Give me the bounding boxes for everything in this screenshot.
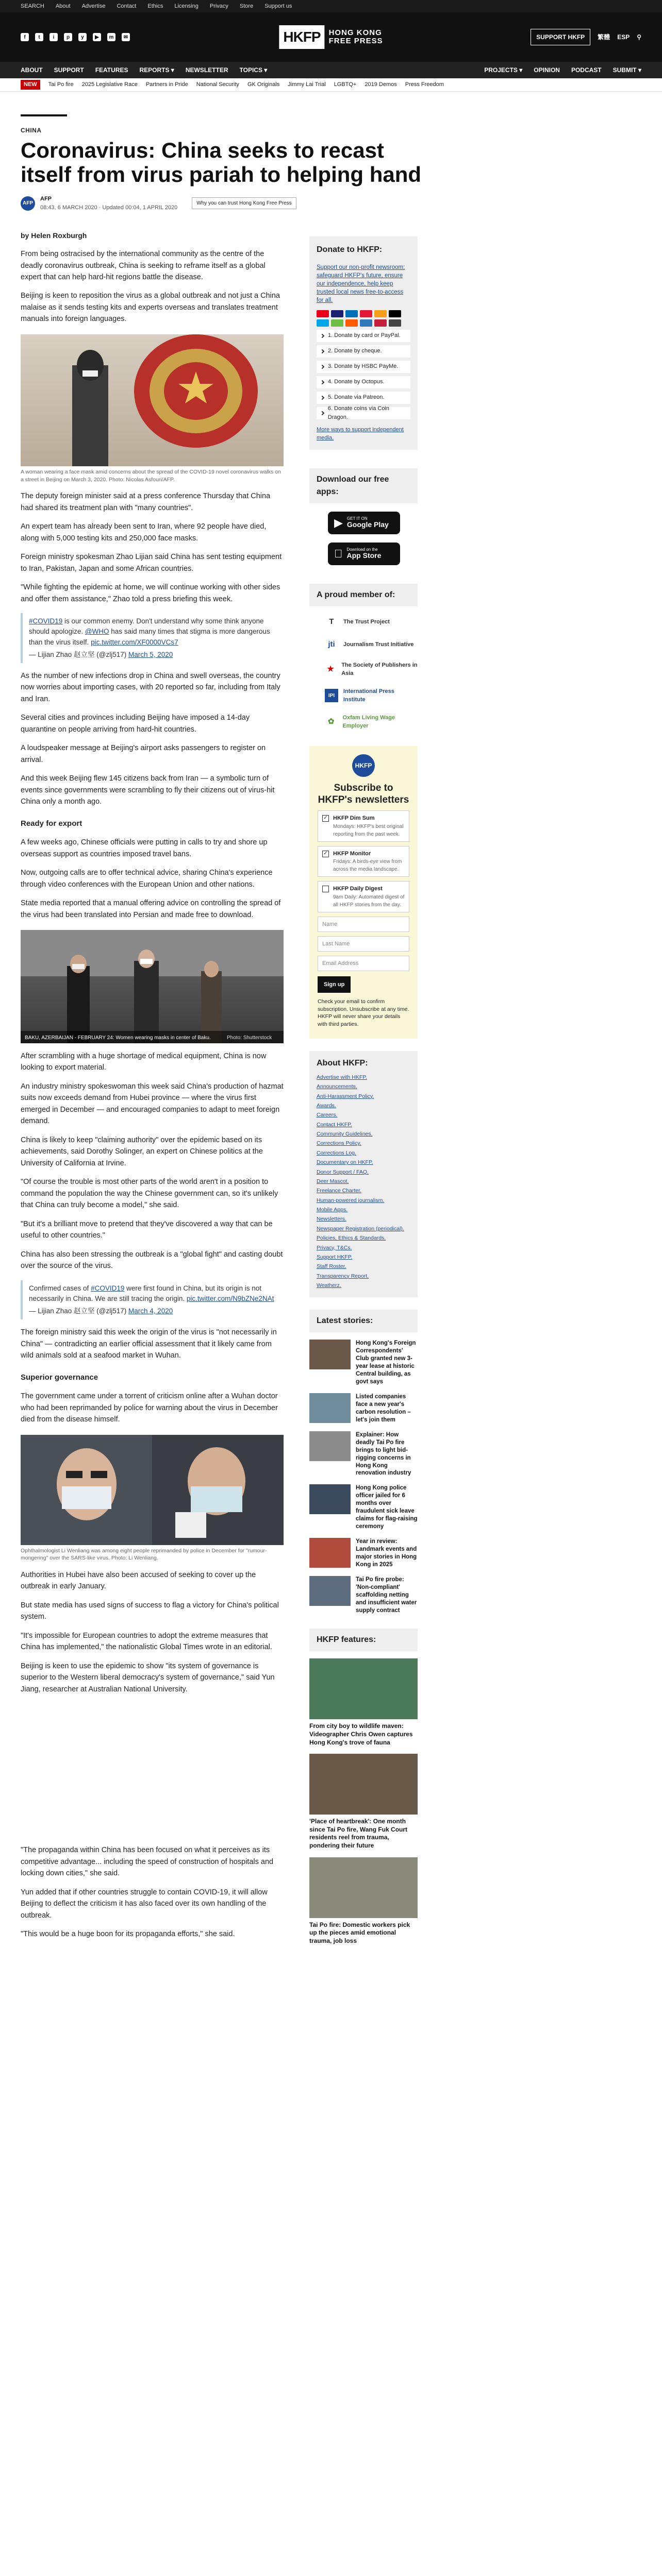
social-links xyxy=(21,33,130,41)
trending-link[interactable]: National Security xyxy=(196,81,239,88)
member-label: Oxfam Living Wage Employer xyxy=(342,714,395,730)
donate-option-octopus[interactable] xyxy=(317,376,410,388)
list-item[interactable] xyxy=(309,1484,418,1531)
paragraph: The foreign ministry said this week the origin of the virus is "not necessarily in China" — contradicting an earlier official assessment that it likely came from wild animals sold at a seafood market in Wuhan. xyxy=(21,1328,277,1360)
payment-logo-icon xyxy=(389,310,401,317)
paragraph: An industry ministry spokeswoman this week said China's production of hazmat suits now exceeds demand from Hubei province — where the virus first emerged in December — and encouraged companies to adapt to meet foreign demand. xyxy=(21,1082,284,1126)
name-field[interactable]: Name xyxy=(318,917,409,932)
feature-headline[interactable]: 'Place of heartbreak': One month since Tai Po fire, Wang Fuk Court residents reel from trauma, pondering their future xyxy=(309,1818,408,1850)
facebook-icon[interactable]: f xyxy=(21,33,29,41)
paragraph: And this week Beijing flew 145 citizens back from Iran — a symbolic turn of events since governments were scrambling to fly their citizens out of virus-hit China only a month ago. xyxy=(21,774,275,806)
feature-image[interactable] xyxy=(309,1658,418,1719)
trending-link[interactable]: Press Freedom xyxy=(405,81,444,88)
page-title: Coronavirus: China seeks to recast itself from virus pariah to helping hand xyxy=(21,138,422,187)
payment-logo-icon xyxy=(389,319,401,327)
badge-small-text: GET IT ON xyxy=(346,516,368,521)
tweet-author-line xyxy=(29,1306,277,1316)
chevron-right-icon xyxy=(320,333,324,337)
more-ways-link[interactable]: More ways to support independent media. xyxy=(317,426,404,442)
paragraph: "While fighting the epidemic at home, we will continue working with other sides and offer them assistance," Zhao told a press briefing this week. xyxy=(21,583,280,603)
payment-logo-icon xyxy=(317,319,329,327)
about-link[interactable]: Newsletters. xyxy=(317,1216,346,1223)
payment-logo-icon xyxy=(345,310,358,317)
paragraph: Yun added that if other countries struggle to contain COVID-19, it will allow Beijing to deflect the criticism it has also faced over its own handling of the outbreak. xyxy=(21,1888,268,1920)
story-thumbnail[interactable] xyxy=(309,1340,351,1369)
nav-submit[interactable]: SUBMIT ▾ xyxy=(613,66,641,74)
trending-link[interactable]: 2025 Legislative Race xyxy=(81,81,138,88)
about-link[interactable]: Careers. xyxy=(317,1112,338,1118)
about-link[interactable]: Donor Support / FAQ. xyxy=(317,1168,369,1175)
paragraph: "It's impossible for European countries to adopt the extreme measures that China has implemented," the nationalistic Global Times wrote in an editorial. xyxy=(21,1631,272,1652)
page-body xyxy=(0,114,662,1944)
photo-overlay-credit: Photo: Shutterstock xyxy=(227,1035,272,1041)
about-title: About HKFP: xyxy=(317,1058,368,1067)
newsletter-name: HKFP Daily Digest xyxy=(333,886,383,892)
member-oxfam[interactable] xyxy=(325,714,418,731)
article-dates: 08:43, 6 MARCH 2020 · Updated 00:04, 1 APRIL 2020 xyxy=(40,204,178,211)
tweet-text: Confirmed cases of xyxy=(29,1284,91,1292)
support-us-link[interactable]: Support us xyxy=(264,3,292,9)
about-link[interactable]: Freelance Charter. xyxy=(317,1188,361,1194)
privacy-link[interactable]: Privacy xyxy=(209,3,228,9)
paragraph: China has also been stressing the outbreak is a "global fight" and casting doubt over the source of the virus. xyxy=(21,1250,283,1270)
newsletter-option-monitor[interactable] xyxy=(318,846,409,877)
member-label: Journalism Trust Initiative xyxy=(343,641,414,648)
youtube-icon[interactable]: y xyxy=(78,33,87,41)
paragraph: State media reported that a manual offering advice on controlling the spread of the virus had been translated into Persian and made free to download. xyxy=(21,899,281,919)
newsletter-option-text xyxy=(333,814,405,838)
about-box xyxy=(309,1051,418,1298)
ad-space xyxy=(21,1703,284,1837)
tweet-author-line xyxy=(29,650,277,660)
donate-option-label: 2. Donate by cheque. xyxy=(328,348,382,354)
newsletter-option-text xyxy=(333,885,405,909)
feature-item[interactable] xyxy=(309,1857,418,1945)
advertise-link[interactable]: Advertise xyxy=(81,3,106,9)
twitter-icon[interactable]: t xyxy=(35,33,43,41)
trending-link[interactable]: Jimmy Lai Trial xyxy=(288,81,326,88)
member-label: The Trust Project xyxy=(343,619,390,625)
sidebar xyxy=(309,212,418,1945)
badge-small-text: Download on the xyxy=(338,547,370,552)
about-link[interactable]: Newspaper Registration (periodical). xyxy=(317,1225,404,1232)
paragraph: But state media has used signs of success to flag a victory for China's political system. xyxy=(21,1601,279,1621)
logo-mark: HKFP xyxy=(279,25,324,49)
chevron-right-icon xyxy=(320,395,324,399)
about-link[interactable]: Human-powered journalism. xyxy=(317,1197,385,1204)
about-link[interactable]: Documentary on HKFP. xyxy=(317,1159,373,1166)
google-play-icon: ▶ xyxy=(334,516,343,530)
logo-wordmark xyxy=(329,29,383,46)
newsletter-box xyxy=(309,746,418,1039)
story-headline[interactable]: Tai Po fire probe: 'Non-compliant' scaffolding netting and insufficient water supply contract xyxy=(356,1576,417,1614)
paragraph: "But it's a brilliant move to pretend that they've discovered a way that can be useful to other countries." xyxy=(21,1219,273,1240)
apps-heading: Download our free apps: xyxy=(309,468,418,503)
avatar: AFP xyxy=(21,196,35,211)
newsletter-option-dimsum[interactable] xyxy=(318,810,409,842)
ipi-icon: IPI xyxy=(325,689,338,702)
app-store-text xyxy=(338,547,382,560)
badge-large-text: App Store xyxy=(338,551,373,560)
paragraph: "This would be a huge boon for its propaganda efforts," she said. xyxy=(21,1929,235,1938)
donate-box xyxy=(309,236,418,449)
features-title: HKFP features: xyxy=(309,1629,418,1651)
member-jti[interactable] xyxy=(325,638,418,652)
apple-icon xyxy=(334,545,343,562)
donate-option-card[interactable] xyxy=(317,330,410,342)
main-nav xyxy=(0,62,662,78)
donate-option-cheque[interactable] xyxy=(317,345,410,358)
section-heading: Ready for export xyxy=(21,819,82,828)
hkfp-features xyxy=(309,1629,418,1945)
about-link[interactable]: Corrections Policy. xyxy=(317,1140,361,1147)
story-headline[interactable]: Listed companies face a new year's carbon resolution – let's join them xyxy=(356,1394,411,1423)
latest-stories xyxy=(309,1310,418,1614)
donate-title: Donate to HKFP: xyxy=(317,245,383,255)
tweet-text: is our common enemy. Don't understand why some think anyone should apologize. xyxy=(29,617,264,636)
paragraph: As the number of new infections drop in China and swell overseas, the country now worries about importing cases, with 20 reported so far, including from Italy and Iran. xyxy=(21,672,280,703)
feature-headline[interactable]: From city boy to wildlife maven: Videographer Chris Owen captures Hong Kong's trove of fauna xyxy=(309,1722,413,1746)
sopa-icon: ★ xyxy=(327,664,334,673)
paragraph: Several cities and provinces including Beijing have imposed a 14-day quarantine on people arriving from hard-hit countries. xyxy=(21,714,250,734)
author-name: by Helen Roxburgh xyxy=(21,231,87,240)
tweet-author: — Lijian Zhao 赵立坚 (@zlj517) xyxy=(29,650,129,658)
about-link[interactable]: Support HKFP. xyxy=(317,1253,353,1260)
video-icon[interactable]: ▶ xyxy=(93,33,101,41)
email-field[interactable]: Email Address xyxy=(318,956,409,971)
trending-link[interactable]: Partners in Pride xyxy=(145,81,188,88)
photo-caption: A woman wearing a face mask amid concerns about the spread of the COVID-19 novel coronavirus walks on a street in Beijing on March 3, 2020. Photo: Nicolas Asfouri/AFP. xyxy=(21,468,281,483)
chevron-right-icon xyxy=(320,411,324,415)
story-thumbnail[interactable] xyxy=(309,1484,351,1514)
about-link[interactable]: Announcements. xyxy=(317,1083,357,1090)
paragraph: The government came under a torrent of criticism online after a Wuhan doctor who had been reprimanded by police for warning about the virus in December died from the disease himself. xyxy=(21,1392,278,1424)
list-item[interactable] xyxy=(309,1340,418,1386)
byline xyxy=(21,195,662,212)
paragraph: Now, outgoing calls are to offer technical advice, sharing China's experience through video conferences with the European Union and other nations. xyxy=(21,869,273,889)
paragraph: An expert team has already been sent to Iran, where 92 people have died, along with 5,000 testing kits and 250,000 face masks. xyxy=(21,522,267,543)
trending-bar xyxy=(0,78,662,92)
street-illustration xyxy=(21,930,284,1043)
trending-link[interactable]: LGBTQ+ xyxy=(334,81,357,88)
about-link[interactable]: Deer Mascot. xyxy=(317,1178,349,1184)
tweet-pic-link[interactable]: pic.twitter.com/XF0000VCs7 xyxy=(91,638,178,646)
payment-logo-icon xyxy=(360,319,372,327)
payment-logo-icon xyxy=(360,310,372,317)
paragraph: "Of course the trouble is most other parts of the world aren't in a position to command the population the way the Chinese government can, so it's unlikely that China can truly become a model," she said. xyxy=(21,1178,278,1210)
latest-list xyxy=(309,1340,418,1614)
paragraph: Foreign ministry spokesman Zhao Lijian said China has sent testing equipment to Iran, Pakistan, Japan and some African countries. xyxy=(21,553,282,573)
trust-link[interactable]: Why you can trust Hong Kong Free Press xyxy=(192,197,296,209)
payment-logo-icon xyxy=(374,319,387,327)
about-link[interactable]: Privacy, T&Cs. xyxy=(317,1244,352,1251)
member-ipi[interactable] xyxy=(325,687,418,704)
instagram-icon[interactable]: i xyxy=(49,33,58,41)
newsletter-option-text xyxy=(333,850,405,874)
newsletter-option-digest[interactable] xyxy=(318,881,409,912)
embedded-tweet xyxy=(21,613,284,663)
tweet-pic-link[interactable]: pic.twitter.com/N9bZNe2NAt xyxy=(186,1294,274,1302)
newsletter-name: HKFP Dim Sum xyxy=(333,815,375,822)
nav-about[interactable]: ABOUT xyxy=(21,66,43,74)
article-header xyxy=(0,114,662,212)
newsletter-title: Subscribe to HKFP's newsletters xyxy=(318,782,409,806)
search-icon[interactable]: ⚲ xyxy=(637,33,641,41)
story-thumbnail[interactable] xyxy=(309,1576,351,1606)
payment-logo-icon xyxy=(331,310,343,317)
newsletter-name: HKFP Monitor xyxy=(333,850,371,857)
feature-item[interactable] xyxy=(309,1754,418,1850)
jti-icon: jti xyxy=(328,640,335,649)
about-link[interactable]: Contact HKFP. xyxy=(317,1121,352,1128)
story-thumbnail[interactable] xyxy=(309,1393,351,1423)
story-headline[interactable]: Hong Kong police officer jailed for 6 months over fraudulent sick leave claims for flag-raising ceremony xyxy=(356,1485,418,1530)
new-badge: NEW xyxy=(21,80,40,90)
nav-reports[interactable]: REPORTS ▾ xyxy=(139,66,174,74)
chevron-right-icon xyxy=(320,380,324,384)
list-item[interactable] xyxy=(309,1393,418,1424)
paragraph: The deputy foreign minister said at a press conference Thursday that China had shared its treatment plan with "many countries". xyxy=(21,492,271,512)
tweet-text: has said many times that stigma is more dangerous than the virus itself. xyxy=(29,628,270,646)
paragraph: A loudspeaker message at Beijing's airport asks passengers to register on arrival. xyxy=(21,744,266,764)
nav-podcast[interactable]: PODCAST xyxy=(571,66,602,74)
mention-link[interactable]: @WHO xyxy=(85,628,109,636)
list-item[interactable] xyxy=(309,1538,418,1569)
nav-topics[interactable]: TOPICS ▾ xyxy=(239,66,268,74)
trending-link[interactable]: Tai Po fire xyxy=(48,81,74,88)
about-link[interactable]: Transparency Report. xyxy=(317,1273,369,1279)
trending-link[interactable]: 2019 Demos xyxy=(365,81,397,88)
newsletter-desc: Fridays: A birds-eye view from across the media landscape. xyxy=(333,859,402,873)
list-item[interactable] xyxy=(309,1431,418,1478)
about-link[interactable]: Anti-Harassment Policy. xyxy=(317,1093,374,1099)
hashtag-link[interactable]: #COVID19 xyxy=(91,1284,125,1292)
nav-opinion[interactable]: OPINION xyxy=(534,66,560,74)
nav-newsletter[interactable]: NEWSLETTER xyxy=(185,66,228,74)
member-label: The Society of Publishers in Asia xyxy=(341,662,418,677)
app-store-badge[interactable] xyxy=(328,543,400,565)
checkbox[interactable]: ✓ xyxy=(322,851,329,857)
google-play-text xyxy=(347,517,389,529)
header-rule xyxy=(21,114,67,116)
donate-option-patreon[interactable] xyxy=(317,392,410,404)
chevron-right-icon xyxy=(320,364,324,368)
story-thumbnail[interactable] xyxy=(309,1431,351,1461)
nav-features[interactable]: FEATURES xyxy=(95,66,128,74)
paragraph: "The propaganda within China has been focused on what it perceives as its competitive advantage... including the speed of construction of hospitals and locking down cities," she said. xyxy=(21,1846,274,1878)
donate-option-label: 4. Donate by Octopus. xyxy=(328,379,385,385)
payment-logo-icon xyxy=(331,319,343,327)
tweet-author: — Lijian Zhao 赵立坚 (@zlj517) xyxy=(29,1307,129,1315)
support-hkfp-button[interactable]: SUPPORT HKFP xyxy=(531,29,590,45)
photo-overlay-caption: BAKU, AZERBAIJAN - FEBRUARY 24: Women wearing masks in center of Baku. xyxy=(25,1035,211,1041)
byline-text xyxy=(40,195,177,212)
article-photo-li-wenliang xyxy=(21,1435,284,1545)
ethics-link[interactable]: Ethics xyxy=(147,3,163,9)
story-headline[interactable]: Year in review: Landmark events and major stories in Hong Kong in 2025 xyxy=(356,1538,417,1568)
lang-chinese-link[interactable]: 繁體 xyxy=(598,33,610,41)
portrait-illustration xyxy=(21,1435,284,1545)
header-actions xyxy=(531,29,641,45)
donate-intro-link[interactable]: Support our non-profit newsroom: safeguard HKFP's future, ensure our independence, help keep trusted local news free-to-access for all. xyxy=(317,264,405,304)
member-trust-project[interactable] xyxy=(325,616,418,629)
donate-option-label: 1. Donate by card or PayPal. xyxy=(328,332,401,339)
about-links xyxy=(317,1073,410,1291)
story-headline[interactable]: Explainer: How deadly Tai Po fire brings to light bid-rigging concerns in Hong Kong renovation industry xyxy=(356,1431,411,1477)
oxfam-icon: ✿ xyxy=(327,717,335,726)
badge-large-text: Google Play xyxy=(346,520,389,529)
article-body xyxy=(21,212,284,1940)
store-link[interactable]: Store xyxy=(239,3,254,9)
features-list xyxy=(309,1658,418,1945)
email-icon[interactable]: ✉ xyxy=(122,33,130,41)
site-header xyxy=(0,12,662,62)
about-link[interactable]: Advertise with HKFP. xyxy=(317,1074,367,1080)
feature-image[interactable] xyxy=(309,1857,418,1918)
checkbox[interactable]: ✓ xyxy=(322,815,329,822)
paragraph: After scrambling with a huge shortage of medical equipment, China is now looking to export material. xyxy=(21,1052,267,1072)
checkbox[interactable] xyxy=(322,886,329,892)
pinterest-icon[interactable]: p xyxy=(64,33,72,41)
about-link[interactable]: Policies, Ethics & Standards. xyxy=(317,1235,386,1242)
paragraph: Beijing is keen to reposition the virus as a global outbreak and not just a China malaise as it sends testing kits and experts overseas and translates treatment manuals into foreign languages. xyxy=(21,292,280,324)
payment-logos xyxy=(317,310,410,327)
payment-logo-icon xyxy=(345,319,358,327)
article-photo-beijing xyxy=(21,334,284,466)
logo-line-2: FREE PRESS xyxy=(328,37,383,45)
donate-option-label: 6. Donate coins via Coin Dragon. xyxy=(327,405,389,420)
top-utility-bar xyxy=(0,0,662,12)
paragraph: China is likely to keep "claiming authority" over the epidemic based on its achievements, said Dorothy Solinger, an expert on Chinese politics at the University of California at Irvine. xyxy=(21,1136,263,1167)
nav-support[interactable]: SUPPORT xyxy=(54,66,84,74)
about-link[interactable]: Weatherz. xyxy=(317,1282,341,1289)
newsletter-note: Check your email to confirm subscription. Unsubscribe at any time. HKFP will never share your details with third parties. xyxy=(318,998,409,1028)
newsletter-desc: 9am Daily: Automated digest of all HKFP stories from the day. xyxy=(333,894,405,908)
feature-headline[interactable]: Tai Po fire: Domestic workers pick up the pieces amid emotional trauma, job loss xyxy=(309,1921,410,1944)
story-headline[interactable]: Hong Kong's Foreign Correspondents' Club granted new 3-year lease at historic Central building, as govt says xyxy=(356,1340,416,1385)
article-photo-baku xyxy=(21,930,284,1043)
google-play-badge[interactable] xyxy=(328,512,400,534)
about-link[interactable]: Corrections Log. xyxy=(317,1149,357,1156)
hashtag-link[interactable]: #COVID19 xyxy=(29,617,63,625)
list-item[interactable] xyxy=(309,1576,418,1615)
category-label[interactable]: CHINA xyxy=(21,127,42,134)
last-name-field[interactable]: Last Name xyxy=(318,936,409,952)
about-link[interactable]: About xyxy=(55,3,71,9)
paragraph: From being ostracised by the international community as the centre of the deadly coronavirus outbreak, China is seeking to reframe itself as a global expert that can help hard-hit regions battle the disease. xyxy=(21,250,266,281)
paragraph: Beijing is keen to use the epidemic to show "its system of governance is superior to the Western liberal democracy's system of governance," said Yun Jiang, researcher at Australian National University. xyxy=(21,1662,275,1693)
photo-caption: Ophthalmologist Li Wenliang was among eight people reprimanded by police in December for "rumour-mongering" over the SARS-like virus. Photo: Li Wenliang. xyxy=(21,1547,267,1562)
licensing-link[interactable]: Licensing xyxy=(174,3,198,9)
newsletter-logo: HKFP xyxy=(352,754,375,777)
tweet-text: were first found in China, but its origin is not necessarily in China. We are still tracing the origin. xyxy=(29,1284,261,1302)
section-heading: Superior governance xyxy=(21,1372,98,1382)
mastodon-icon[interactable]: m xyxy=(107,33,115,41)
lang-spanish-link[interactable]: ESP xyxy=(617,33,630,41)
donate-option-payme[interactable] xyxy=(317,361,410,373)
member-heading: A proud member of: xyxy=(309,584,418,606)
member-label: International Press Institute xyxy=(343,688,394,703)
chevron-right-icon xyxy=(320,349,324,353)
sign-up-button[interactable]: Sign up xyxy=(318,976,351,993)
donate-option-label: 3. Donate by HSBC PayMe. xyxy=(328,363,399,370)
newsletter-desc: Mondays: HKFP's best original reporting from the past week. xyxy=(333,823,404,837)
tweet-date-link[interactable]: March 5, 2020 xyxy=(128,650,173,658)
paragraph: A few weeks ago, Chinese officials were putting in calls to try and shore up overseas support as countries imposed travel bans. xyxy=(21,838,268,858)
about-link[interactable]: Staff Roster. xyxy=(317,1263,346,1270)
trust-project-icon: T xyxy=(329,617,334,626)
paragraph: Authorities in Hubei have also been accused of seeking to cover up the outbreak in early January. xyxy=(21,1570,256,1591)
tweet-date-link[interactable]: March 4, 2020 xyxy=(128,1307,173,1315)
payment-logo-icon xyxy=(374,310,387,317)
logo-line-1: HONG KONG xyxy=(328,28,382,37)
story-thumbnail[interactable] xyxy=(309,1538,351,1568)
donate-option-label: 5. Donate via Patreon. xyxy=(328,394,385,401)
feature-item[interactable] xyxy=(309,1658,418,1747)
embedded-tweet xyxy=(21,1280,284,1320)
emblem-illustration xyxy=(21,334,284,466)
contact-link[interactable]: Contact xyxy=(117,3,137,9)
site-logo[interactable] xyxy=(279,25,383,49)
payment-logo-icon xyxy=(317,310,329,317)
donate-option-coins[interactable] xyxy=(317,407,410,419)
member-sopa[interactable] xyxy=(325,661,418,678)
trending-link[interactable]: GK Originals xyxy=(247,81,280,88)
about-link[interactable]: Awards. xyxy=(317,1102,336,1109)
agency-name[interactable]: AFP xyxy=(40,196,52,202)
nav-projects[interactable]: PROJECTS ▾ xyxy=(484,66,523,74)
feature-image[interactable] xyxy=(309,1754,418,1815)
about-link[interactable]: Mobile Apps. xyxy=(317,1207,348,1213)
latest-title: Latest stories: xyxy=(309,1310,418,1332)
search-link[interactable]: SEARCH xyxy=(21,3,44,9)
about-link[interactable]: Community Guidelines. xyxy=(317,1131,373,1138)
